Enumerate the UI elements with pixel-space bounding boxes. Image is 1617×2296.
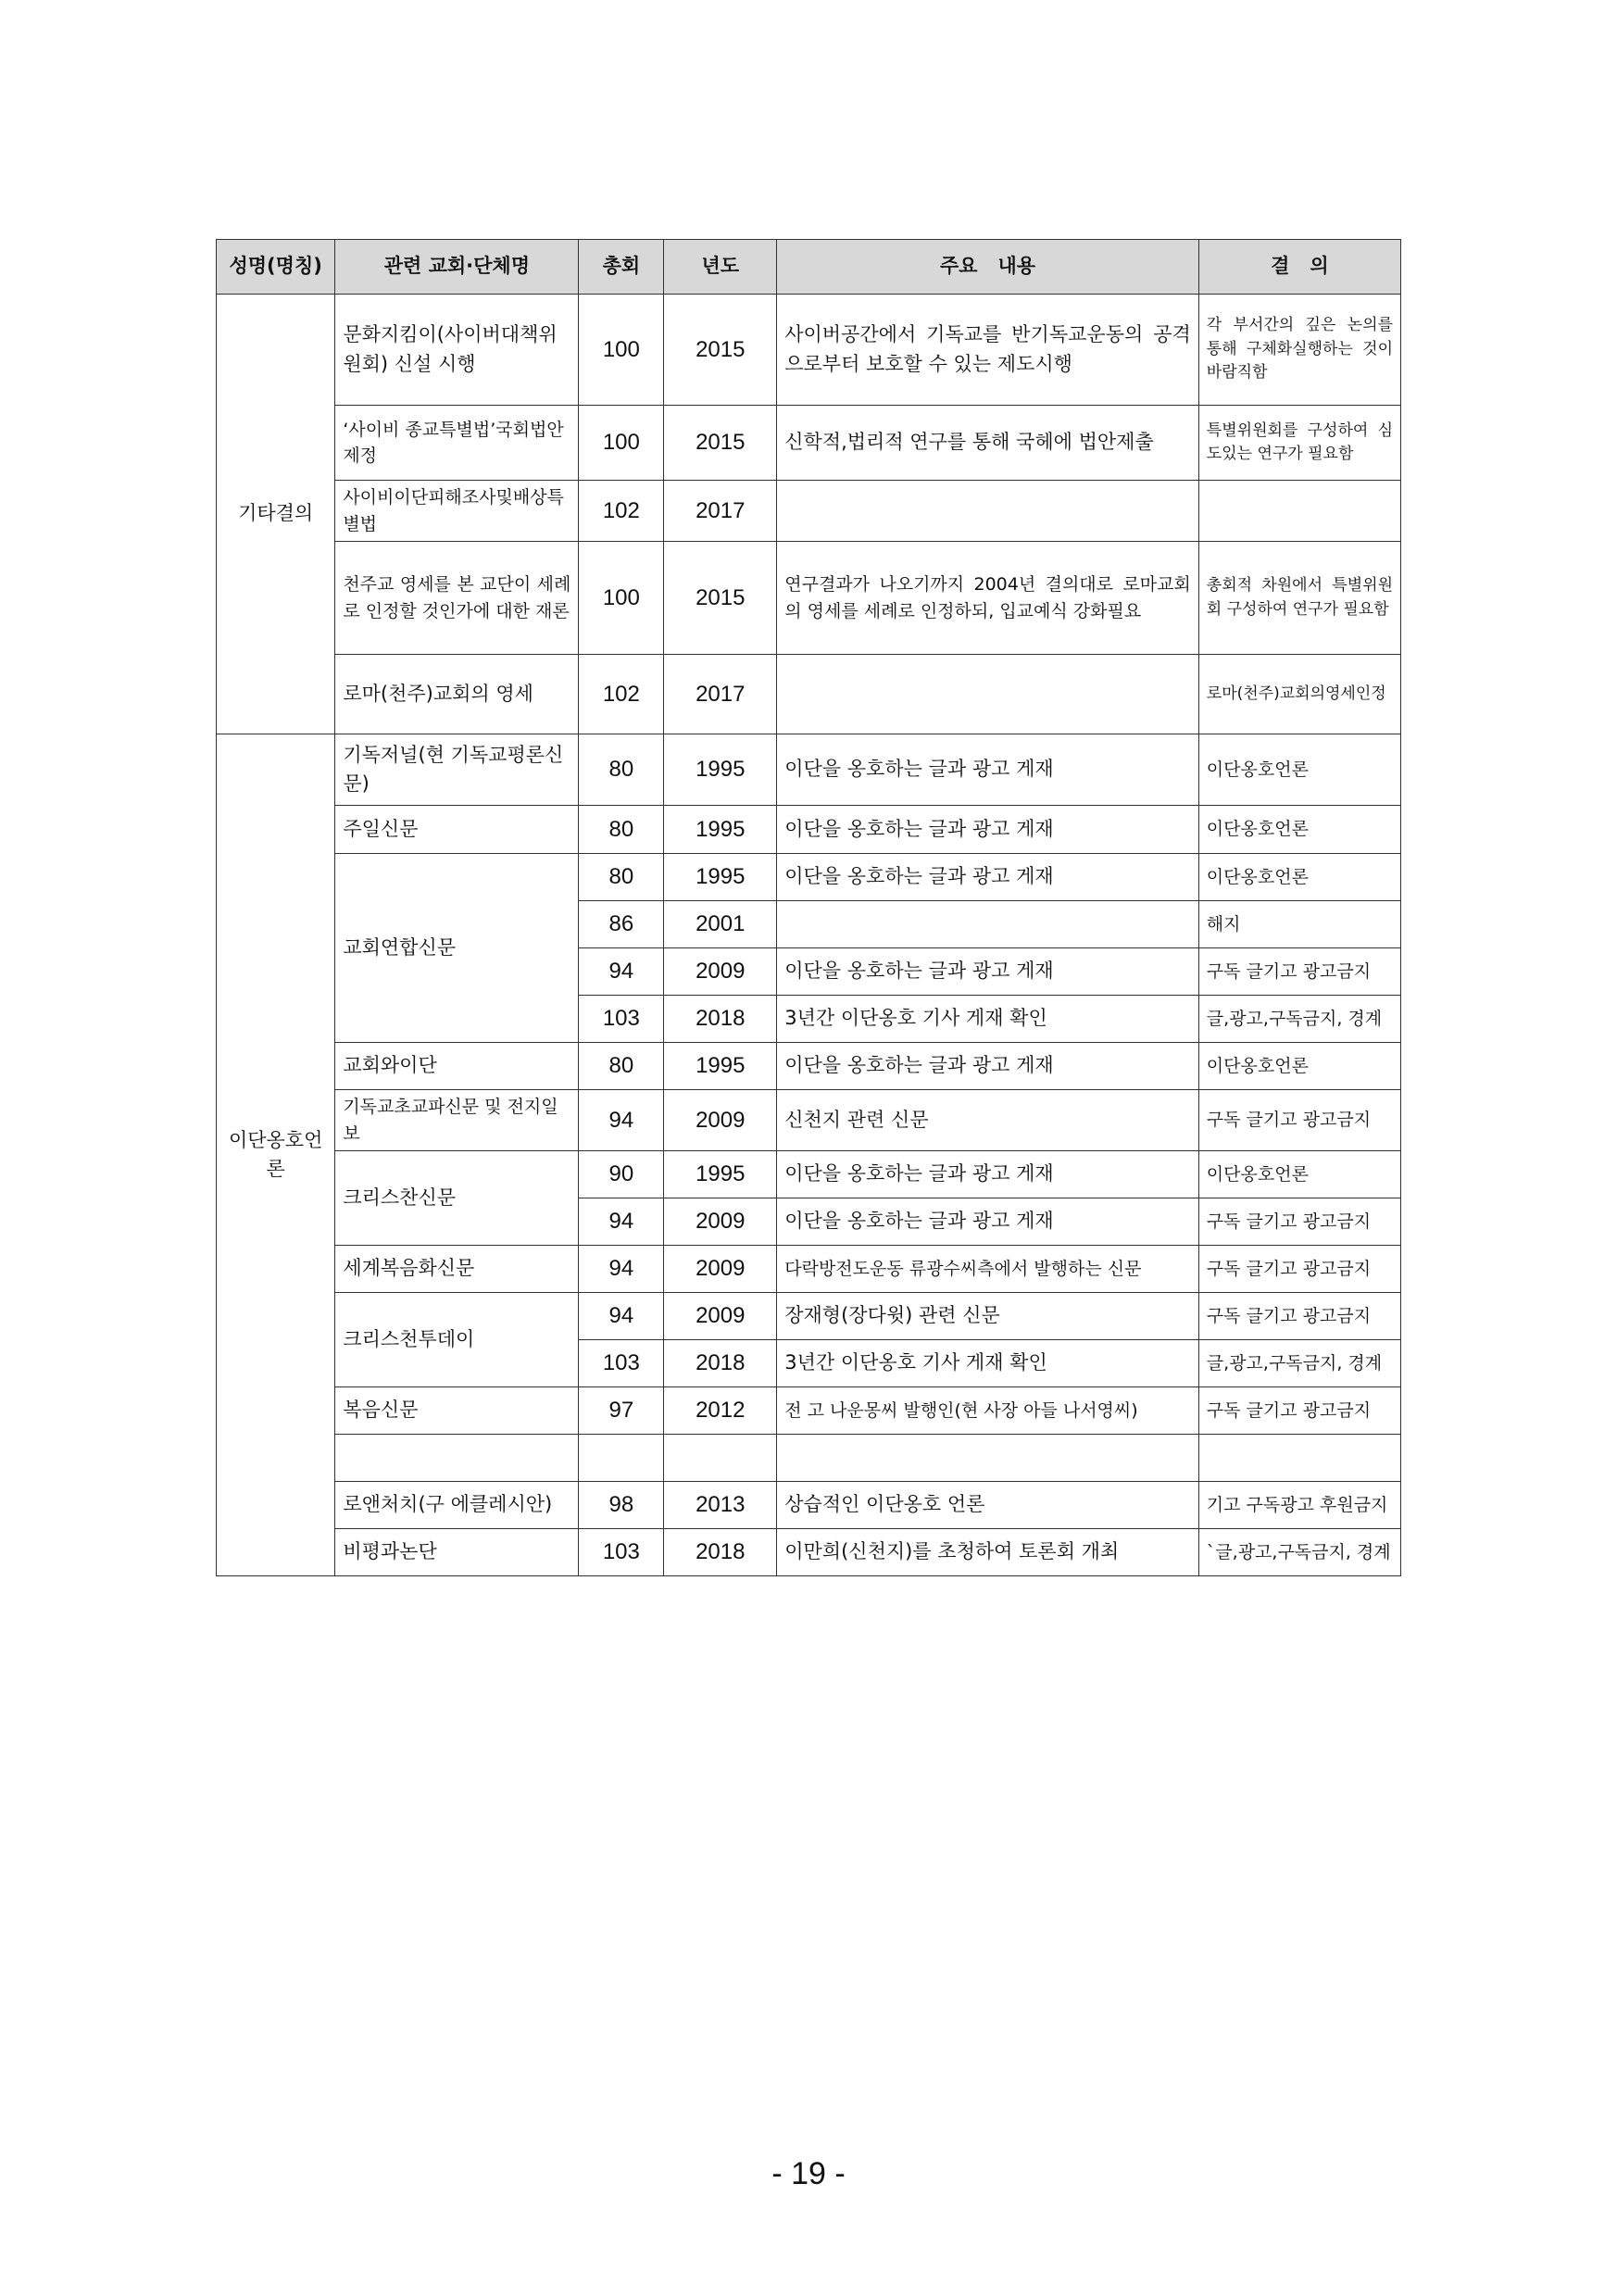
session-cell: 100 bbox=[579, 406, 664, 481]
resolution-cell bbox=[1198, 1435, 1400, 1482]
table-row bbox=[217, 1151, 1401, 1198]
table-row bbox=[217, 1482, 1401, 1529]
session-cell: 100 bbox=[579, 542, 664, 655]
resolution-cell: 이단옹호언론 bbox=[1198, 1043, 1400, 1090]
table-row bbox=[217, 1435, 1401, 1482]
content-cell: 3년간 이단옹호 기사 게재 확인 bbox=[777, 996, 1199, 1043]
session-cell: 103 bbox=[579, 1529, 664, 1576]
session-cell: 102 bbox=[579, 481, 664, 542]
year-cell: 2009 bbox=[664, 1293, 777, 1340]
resolution-cell: 이단옹호언론 bbox=[1198, 734, 1400, 806]
year-cell: 2017 bbox=[664, 655, 777, 734]
resolution-cell: 구독 글기고 광고금지 bbox=[1198, 948, 1400, 996]
content-cell: 전 고 나운몽씨 발행인(현 사장 아들 나서영씨) bbox=[777, 1387, 1199, 1435]
session-cell: 100 bbox=[579, 295, 664, 406]
year-cell: 2009 bbox=[664, 1246, 777, 1293]
content-cell: 이단을 옹호하는 글과 광고 게재 bbox=[777, 1198, 1199, 1246]
year-cell: 1995 bbox=[664, 1151, 777, 1198]
year-cell: 2013 bbox=[664, 1482, 777, 1529]
resolution-cell: 구독 글기고 광고금지 bbox=[1198, 1198, 1400, 1246]
session-cell: 94 bbox=[579, 948, 664, 996]
session-cell: 103 bbox=[579, 996, 664, 1043]
resolution-table bbox=[216, 239, 1401, 1576]
table-row bbox=[217, 806, 1401, 854]
resolution-cell: 구독 글기고 광고금지 bbox=[1198, 1090, 1400, 1151]
group-label: 기타결의 bbox=[217, 295, 335, 734]
resolution-cell: 글,광고,구독금지, 경계 bbox=[1198, 1340, 1400, 1387]
content-cell bbox=[777, 481, 1199, 542]
session-cell: 80 bbox=[579, 734, 664, 806]
resolution-cell bbox=[1198, 481, 1400, 542]
year-cell: 2012 bbox=[664, 1387, 777, 1435]
content-cell: 이단을 옹호하는 글과 광고 게재 bbox=[777, 1043, 1199, 1090]
resolution-cell: 기고 구독광고 후원금지 bbox=[1198, 1482, 1400, 1529]
group-label: 이단옹호언론 bbox=[217, 734, 335, 1576]
org-cell: 교회연합신문 bbox=[335, 854, 579, 1043]
resolution-cell: 구독 글기고 광고금지 bbox=[1198, 1387, 1400, 1435]
content-cell: 이단을 옹호하는 글과 광고 게재 bbox=[777, 734, 1199, 806]
table-row bbox=[217, 1293, 1401, 1340]
org-cell: 세계복음화신문 bbox=[335, 1246, 579, 1293]
resolution-cell: 로마(천주)교회의영세인정 bbox=[1198, 655, 1400, 734]
year-cell: 2009 bbox=[664, 948, 777, 996]
session-cell: 94 bbox=[579, 1090, 664, 1151]
table-row bbox=[217, 542, 1401, 655]
year-cell: 2001 bbox=[664, 901, 777, 948]
year-cell: 1995 bbox=[664, 854, 777, 901]
org-cell: 기독저널(현 기독교평론신문) bbox=[335, 734, 579, 806]
content-cell: 이단을 옹호하는 글과 광고 게재 bbox=[777, 1151, 1199, 1198]
resolution-cell: 이단옹호언론 bbox=[1198, 806, 1400, 854]
session-cell bbox=[579, 1435, 664, 1482]
session-cell: 103 bbox=[579, 1340, 664, 1387]
session-cell: 80 bbox=[579, 1043, 664, 1090]
year-cell: 2015 bbox=[664, 406, 777, 481]
org-cell: 교회와이단 bbox=[335, 1043, 579, 1090]
content-cell: 이만희(신천지)를 초청하여 토론회 개최 bbox=[777, 1529, 1199, 1576]
session-cell: 90 bbox=[579, 1151, 664, 1198]
org-cell: 천주교 영세를 본 교단이 세례로 인정할 것인가에 대한 재론 bbox=[335, 542, 579, 655]
year-cell: 2018 bbox=[664, 1529, 777, 1576]
page-number: - 19 - bbox=[771, 2156, 846, 2191]
resolution-cell: 각 부서간의 깊은 논의를 통해 구체화실행하는 것이 바람직함 bbox=[1198, 295, 1400, 406]
header-content: 주요 내용 bbox=[777, 240, 1199, 295]
table-row bbox=[217, 1246, 1401, 1293]
resolution-cell: 구독 글기고 광고금지 bbox=[1198, 1293, 1400, 1340]
resolution-cell: 특별위원회를 구성하여 심도있는 연구가 필요함 bbox=[1198, 406, 1400, 481]
table-row bbox=[217, 734, 1401, 806]
content-cell bbox=[777, 1435, 1199, 1482]
resolution-cell: `글,광고,구독금지, 경계 bbox=[1198, 1529, 1400, 1576]
content-cell: 3년간 이단옹호 기사 게재 확인 bbox=[777, 1340, 1199, 1387]
year-cell: 2009 bbox=[664, 1198, 777, 1246]
resolution-cell: 총회적 차원에서 특별위원회 구성하여 연구가 필요함 bbox=[1198, 542, 1400, 655]
org-cell: 비평과논단 bbox=[335, 1529, 579, 1576]
table-row bbox=[217, 1090, 1401, 1151]
header-resolution: 결 의 bbox=[1198, 240, 1400, 295]
session-cell: 94 bbox=[579, 1198, 664, 1246]
year-cell: 2009 bbox=[664, 1090, 777, 1151]
table-row bbox=[217, 854, 1401, 901]
org-cell: 주일신문 bbox=[335, 806, 579, 854]
content-cell: 장재형(장다윗) 관련 신문 bbox=[777, 1293, 1199, 1340]
header-session: 총회 bbox=[579, 240, 664, 295]
org-cell: 기독교초교파신문 및 전지일보 bbox=[335, 1090, 579, 1151]
year-cell: 2015 bbox=[664, 295, 777, 406]
table-row bbox=[217, 406, 1401, 481]
org-cell: 크리스천투데이 bbox=[335, 1293, 579, 1387]
content-cell: 연구결과가 나오기까지 2004년 결의대로 로마교회의 영세를 세례로 인정하되, 입교예식 강화필요 bbox=[777, 542, 1199, 655]
table-row bbox=[217, 295, 1401, 406]
content-cell: 사이버공간에서 기독교를 반기독교운동의 공격으로부터 보호할 수 있는 제도시행 bbox=[777, 295, 1199, 406]
content-cell bbox=[777, 655, 1199, 734]
year-cell: 2017 bbox=[664, 481, 777, 542]
year-cell: 2018 bbox=[664, 996, 777, 1043]
session-cell: 94 bbox=[579, 1293, 664, 1340]
header-row bbox=[217, 240, 1401, 295]
org-cell: ‘사이비 종교특별법’국회법안 제정 bbox=[335, 406, 579, 481]
resolution-cell: 이단옹호언론 bbox=[1198, 1151, 1400, 1198]
header-org: 관련 교회·단체명 bbox=[335, 240, 579, 295]
year-cell: 1995 bbox=[664, 806, 777, 854]
content-cell: 이단을 옹호하는 글과 광고 게재 bbox=[777, 854, 1199, 901]
content-cell: 신학적,법리적 연구를 통해 국헤에 법안제출 bbox=[777, 406, 1199, 481]
org-cell: 로앤처치(구 에클레시안) bbox=[335, 1482, 579, 1529]
year-cell bbox=[664, 1435, 777, 1482]
year-cell: 1995 bbox=[664, 1043, 777, 1090]
table-row bbox=[217, 481, 1401, 542]
session-cell: 80 bbox=[579, 854, 664, 901]
resolution-cell: 이단옹호언론 bbox=[1198, 854, 1400, 901]
year-cell: 1995 bbox=[664, 734, 777, 806]
org-cell: 문화지킴이(사이버대책위원회) 신설 시행 bbox=[335, 295, 579, 406]
org-cell bbox=[335, 1435, 579, 1482]
header-year: 년도 bbox=[664, 240, 777, 295]
session-cell: 97 bbox=[579, 1387, 664, 1435]
table-row bbox=[217, 1529, 1401, 1576]
content-cell bbox=[777, 901, 1199, 948]
table-row bbox=[217, 655, 1401, 734]
table-row bbox=[217, 1043, 1401, 1090]
session-cell: 98 bbox=[579, 1482, 664, 1529]
content-cell: 이단을 옹호하는 글과 광고 게재 bbox=[777, 806, 1199, 854]
session-cell: 94 bbox=[579, 1246, 664, 1293]
content-cell: 상습적인 이단옹호 언론 bbox=[777, 1482, 1199, 1529]
year-cell: 2015 bbox=[664, 542, 777, 655]
header-name: 성명(명칭) bbox=[217, 240, 335, 295]
org-cell: 로마(천주)교회의 영세 bbox=[335, 655, 579, 734]
org-cell: 복음신문 bbox=[335, 1387, 579, 1435]
org-cell: 사이비이단피해조사및배상특별법 bbox=[335, 481, 579, 542]
resolution-cell: 해지 bbox=[1198, 901, 1400, 948]
resolution-cell: 구독 글기고 광고금지 bbox=[1198, 1246, 1400, 1293]
year-cell: 2018 bbox=[664, 1340, 777, 1387]
org-cell: 크리스찬신문 bbox=[335, 1151, 579, 1246]
session-cell: 80 bbox=[579, 806, 664, 854]
content-cell: 이단을 옹호하는 글과 광고 게재 bbox=[777, 948, 1199, 996]
content-cell: 신천지 관련 신문 bbox=[777, 1090, 1199, 1151]
table-row bbox=[217, 1387, 1401, 1435]
content-cell: 다락방전도운동 류광수씨측에서 발행하는 신문 bbox=[777, 1246, 1199, 1293]
session-cell: 86 bbox=[579, 901, 664, 948]
session-cell: 102 bbox=[579, 655, 664, 734]
resolution-cell: 글,광고,구독금지, 경계 bbox=[1198, 996, 1400, 1043]
